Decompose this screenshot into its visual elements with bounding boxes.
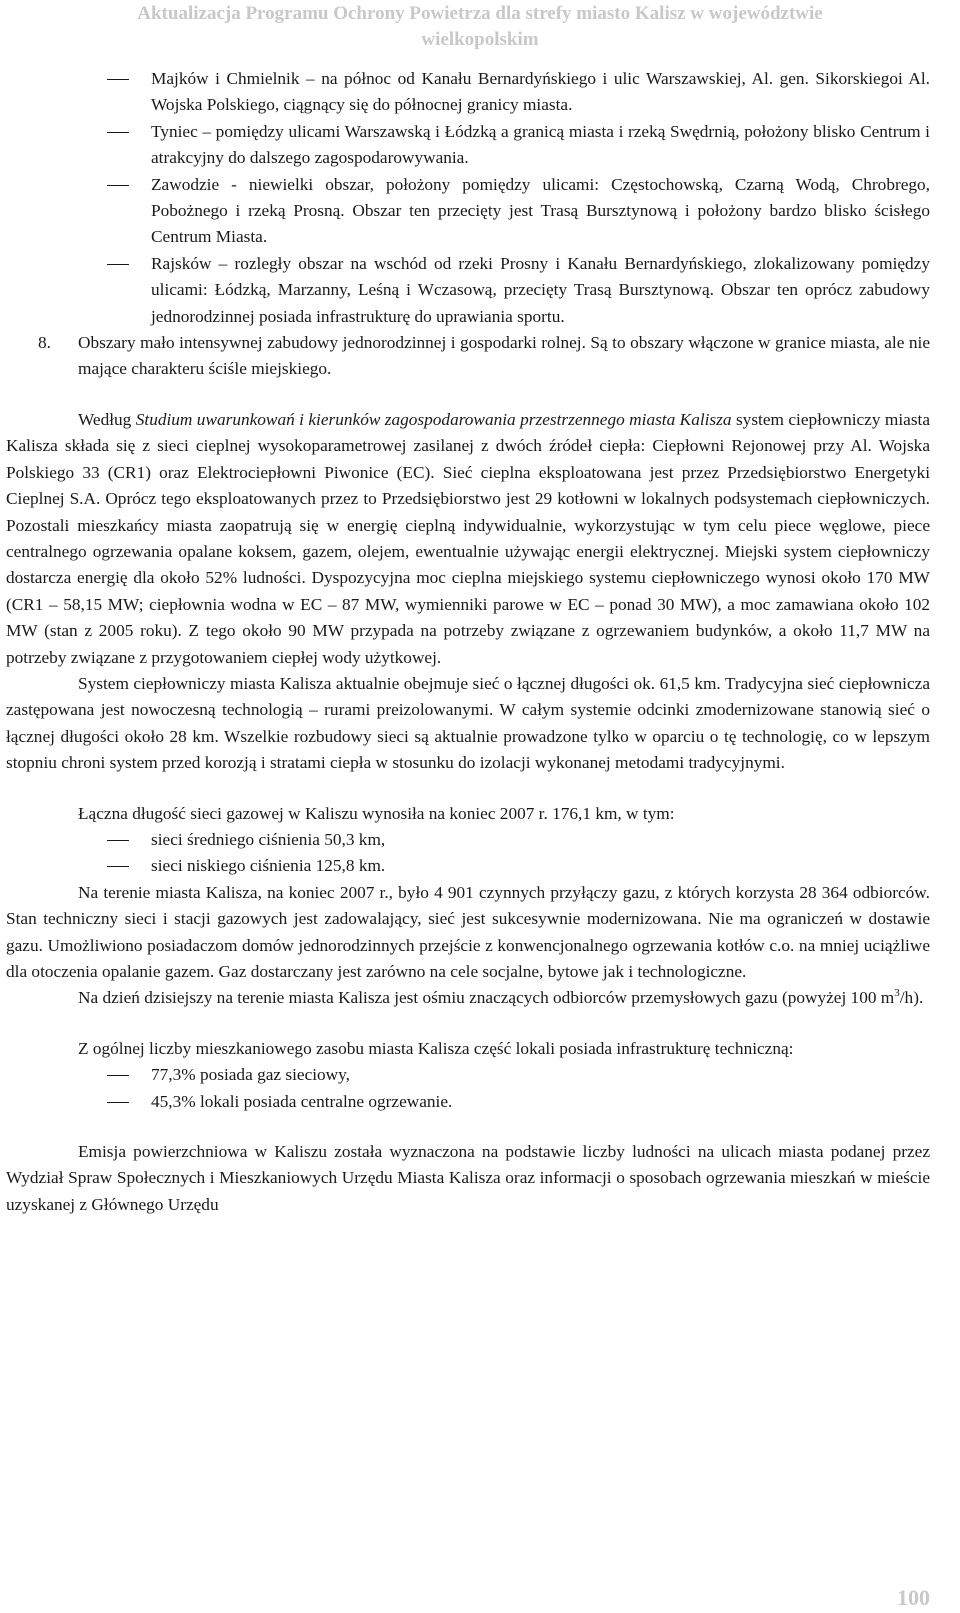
dash-bullet [107,185,129,186]
page-number: 100 [897,1585,930,1610]
district-item: Majków i Chmielnik – na północ od Kanału Bernardyńskiego i ulic Warszawskiej, Al. gen. Sikorskiegoi Al. Wojska Polskiego, ciągnący się do północnej granicy miasta. [6,66,930,119]
district-item: Tyniec – pomiędzy ulicami Warszawską i Łódzką a granicą miasta i rzeką Swędrnią, położony blisko Centrum i atrakcyjny do dalszego zagospodarowywania. [6,119,930,172]
district-item: Zawodzie - niewielki obszar, położony pomiędzy ulicami: Częstochowską, Czarną Wodą, Chrobrego, Pobożnego i rzeką Prosną. Obszar ten przecięty jest Trasą Bursztynową i położony bardzo blisko ścisłego Centrum Miasta. [6,172,930,251]
numbered-item-8 [6,330,930,383]
housing-item: 77,3% posiada gaz sieciowy, [6,1062,930,1088]
district-item: Rajsków – rozległy obszar na wschód od rzeki Prosny i Kanału Bernardyńskiego, zlokalizowany pomiędzy ulicami: Łódzką, Marzanny, Leśną i Wczasową, przecięty Trasą Bursztynową. Obszar ten oprócz zabudowy jednorodzinnej posiada infrastrukturę do uprawiania sportu. [6,251,930,330]
emission-paragraph: Emisja powierzchniowa w Kaliszu została wyznaczona na podstawie liczby ludności na ulicach miasta podanej przez Wydział Spraw Społecznych i Mieszkaniowych Urzędu Miasta Kalisza oraz informacji o sposobach ogrzewania mieszkań w mieście uzyskanej z Głównego Urzędu [6,1142,930,1214]
document-body [6,66,930,1218]
header-line-2: wielkopolskim [421,29,539,50]
dash-bullet [107,132,129,133]
paragraph-gap [6,1012,930,1036]
dash-bullet [107,840,129,841]
running-header [0,0,960,53]
gas-total-paragraph: Łączna długość sieci gazowej w Kaliszu wynosiła na koniec 2007 r. 176,1 km, w tym: [78,803,675,823]
header-line-1: Aktualizacja Programu Ochrony Powietrza dla strefy miasto Kalisz w województwie [137,3,823,24]
item-number: 8. [38,333,51,353]
heating-paragraph: Według Studium uwarunkowań i kierunków zagospodarowania przestrzennego miasta Kalisza system ciepłowniczy miasta Kalisza składa się z sieci cieplnej wysokoparametrowej zasilanej z dwóch źródeł ciepła: Ciepłowni Rejonowej przy Al. Wojska Polskiego 33 (CR1) oraz Elektrociepłowni Piwonice (EC). Sieć cieplna eksploatowana jest przez Przedsiębiorstwo Energetyki Cieplnej S.A. Oprócz tego eksploatowanych przez to Przedsiębiorstwo jest 29 kotłowni w lokalnych podsystemach ciepłowniczych. Pozostali mieszkańcy miasta zaopatrują się w energię cieplną indywidualnie, wykorzystując w tym celu piece węglowe, piece centralnego ogrzewania opalane koksem, gazem, olejem, ewentualnie używając energii elektrycznej. Miejski system ciepłowniczy dostarcza energię dla około 52% ludności. Dyspozycyjna moc cieplna miejskiego systemu ciepłowniczego wynosi około 170 MW (CR1 – 58,15 MW; ciepłownia wodna w EC – 87 MW, wymienniki parowe w EC – ponad 30 MW), a moc zamawiana około 102 MW (stan z 2005 roku). Z tego około 90 MW przypada na potrzeby związane z ogrzewaniem budynków, a około 11,7 MW na potrzeby związane z przygotowaniem ciepłej wody użytkowej. [6,409,931,667]
study-title: Studium uwarunkowań i kierunków zagospodarowania przestrzennego miasta Kalisza [135,409,732,429]
dash-bullet [107,264,129,265]
dash-bullet [107,866,129,867]
gas-industrial-paragraph: Na dzień dzisiejszy na terenie miasta Kalisza jest ośmiu znaczących odbiorców przemysłowych gazu (powyżej 100 $m^3/h$). [78,987,924,1008]
item-text: Obszary mało intensywnej zabudowy jednorodzinnej i gospodarki rolnej. Są to obszary włączone w granice miasta, ale nie mające charakteru ściśle miejskiego. [78,333,930,379]
gas-item: sieci niskiego ciśnienia 125,8 km. [6,853,930,879]
dash-bullet [107,79,129,80]
housing-paragraph: Z ogólnej liczby mieszkaniowego zasobu miasta Kalisza część lokali posiada infrastrukturę techniczną: [78,1038,794,1058]
housing-item: 45,3% lokali posiada centralne ogrzewanie. [6,1089,930,1115]
paragraph-gap [6,383,930,407]
dash-bullet [107,1075,129,1076]
network-paragraph: System ciepłowniczy miasta Kalisza aktualnie obejmuje sieć o łącznej długości ok. 61,5 km. Tradycyjna sieć ciepłownicza zastępowana jest nowoczesną technologią – rurami preizolowanymi. W całym systemie odcinki zmodernizowane stanowią sieć o łącznej długości około 28 km. Wszelkie rozbudowy sieci są aktualnie prowadzone tylko w oparciu o tę technologię, co w lepszym stopniu chroni system przed korozją i stratami ciepła w stosunku do izolacji wykonanej metodami tradycyjnymi. [6,673,930,773]
dash-bullet [107,1102,129,1103]
gas-connections-paragraph: Na terenie miasta Kalisza, na koniec 2007 r., było 4 901 czynnych przyłączy gazu, z których korzysta 28 364 odbiorców. Stan techniczny sieci i stacji gazowych jest zadowalający, sieć jest sukcesywnie modernizowana. Nie ma ograniczeń w dostawie gazu. Umożliwiono posiadaczom domów jednorodzinnych przejście z konwencjonalnego ogrzewania kotłów c.o. na mniej uciążliwe dla otoczenia opalanie gazem. Gaz dostarczany jest zarówno na cele socjalne, bytowe jak i technologiczne. [6,882,930,981]
gas-item: sieci średniego ciśnienia 50,3 km, [6,827,930,853]
paragraph-gap [6,777,930,801]
paragraph-gap [6,1115,930,1139]
